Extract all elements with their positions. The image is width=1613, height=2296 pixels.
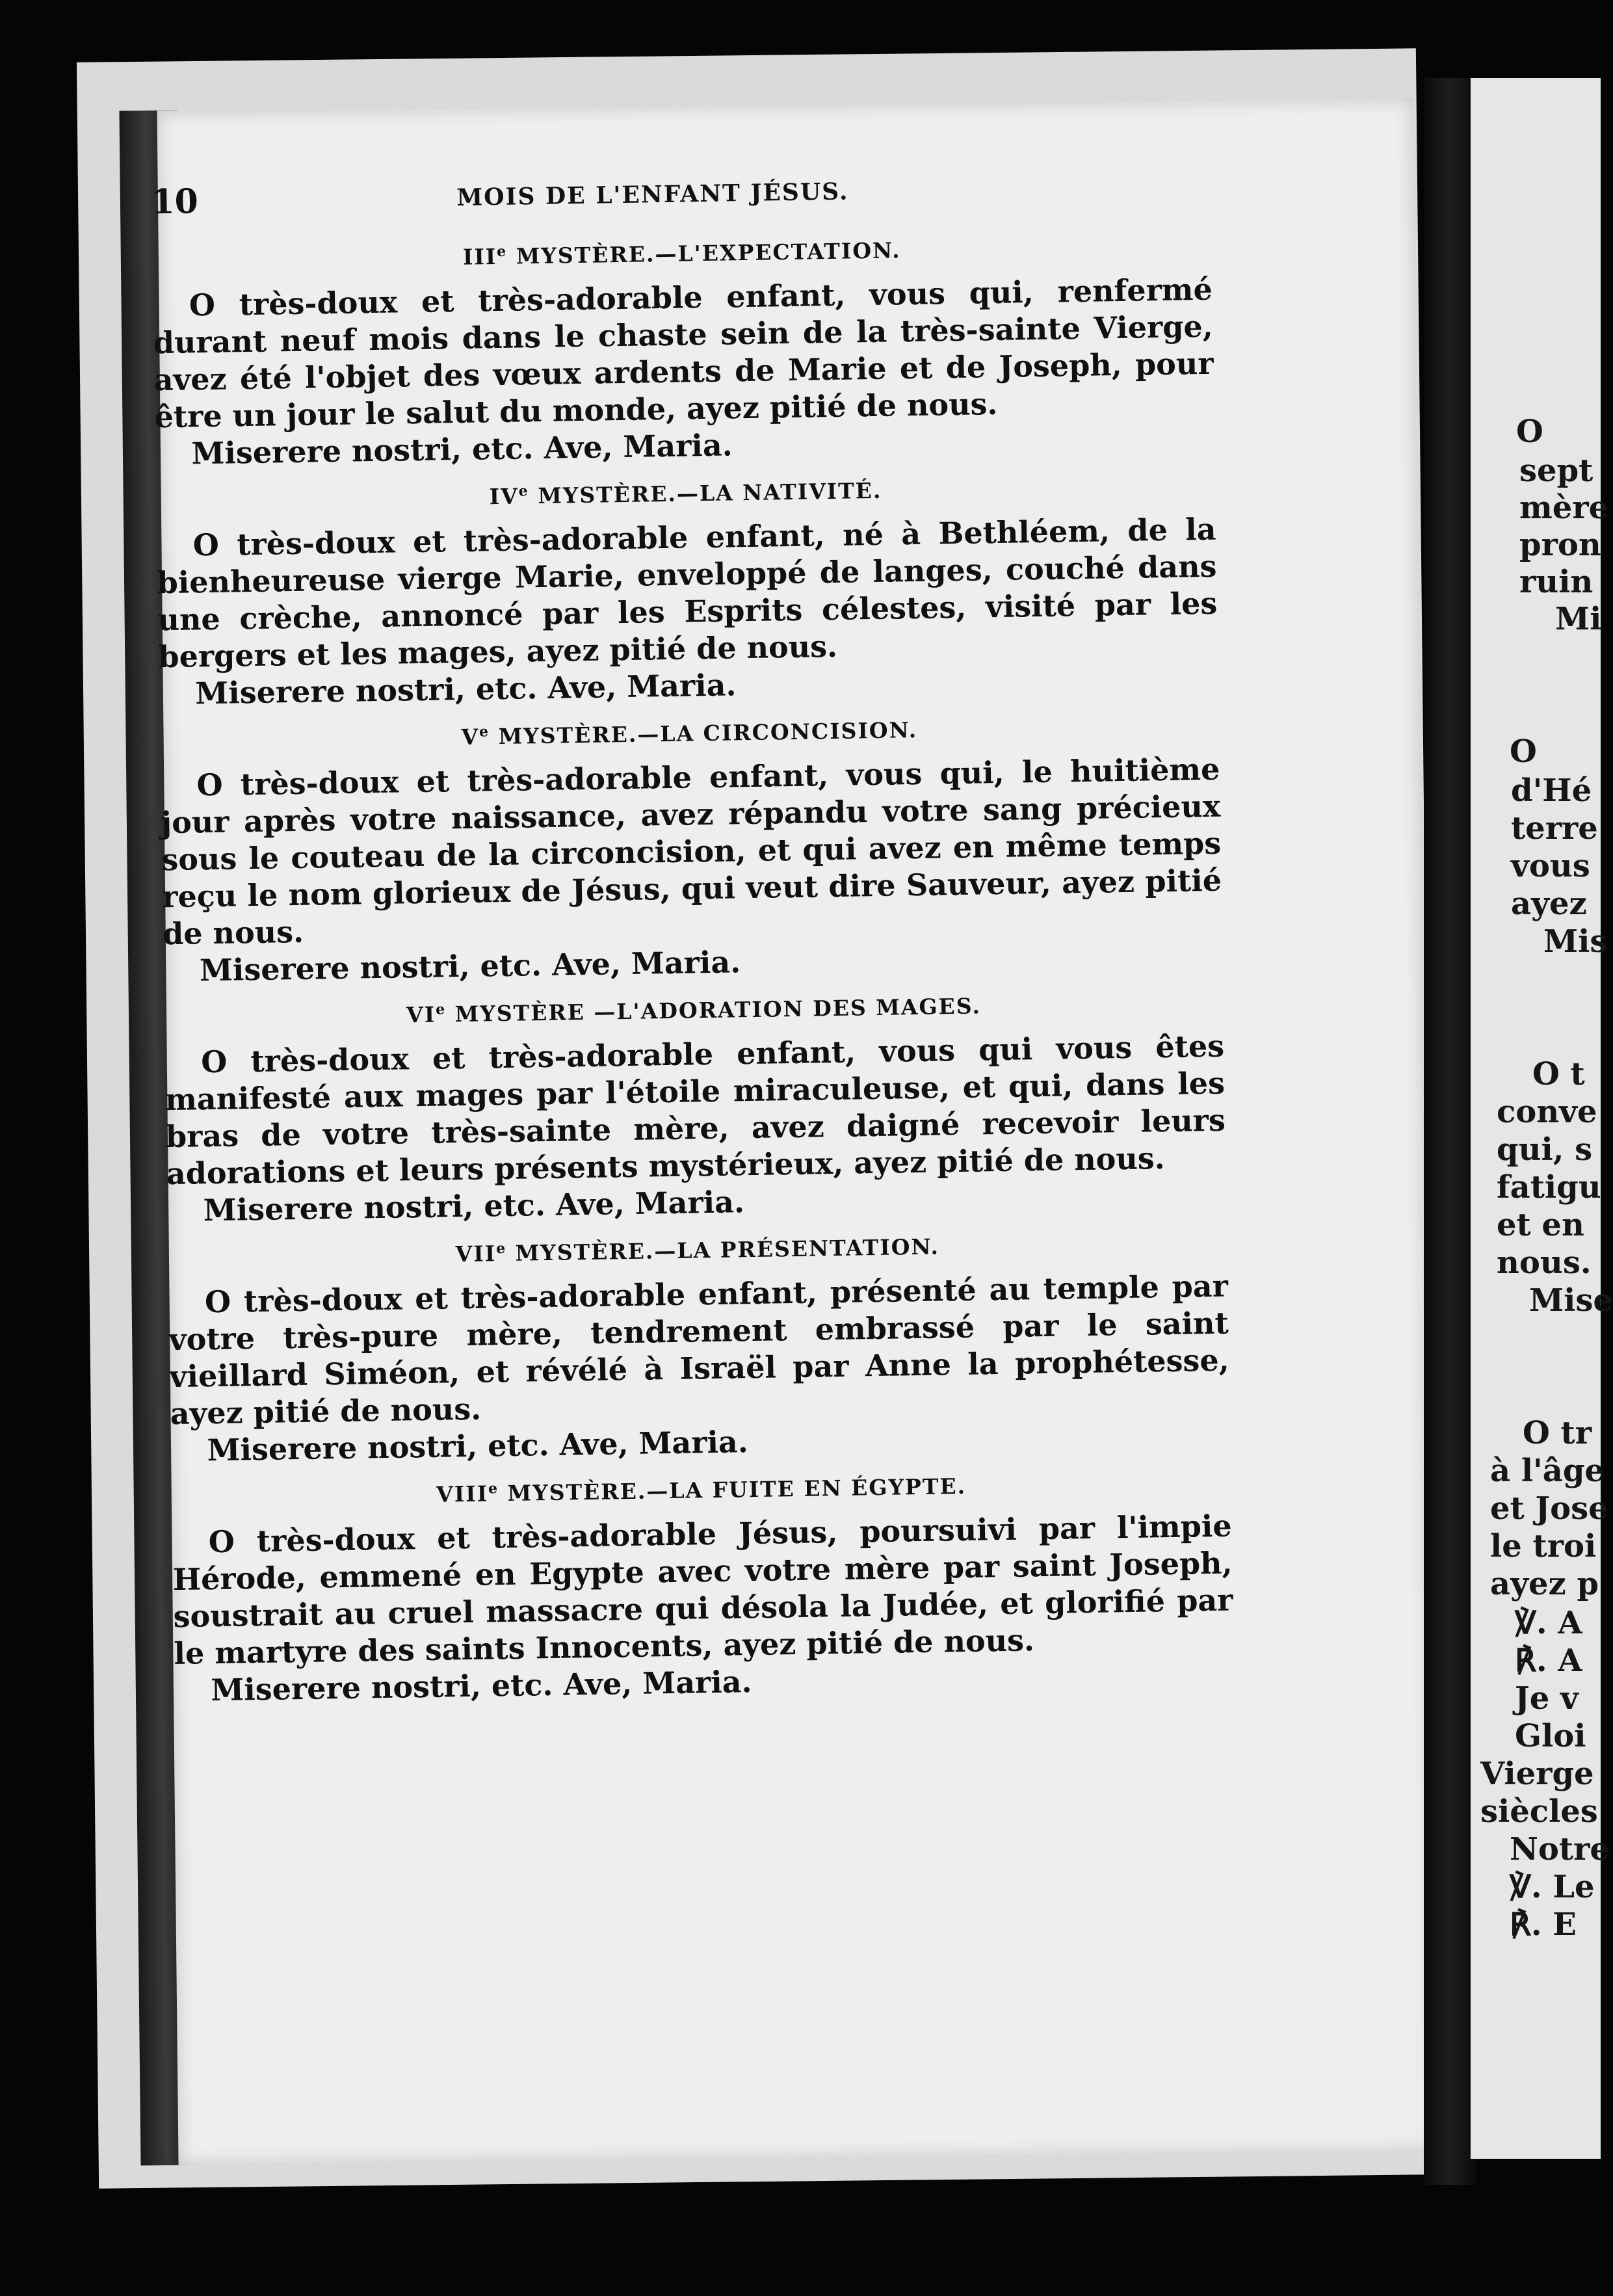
mystery-refrain: Miserere nostri, etc. Ave, Maria. xyxy=(203,1184,745,1228)
mystery-3 xyxy=(151,224,1214,473)
facing-line: Notre xyxy=(1510,1831,1610,1867)
running-title: MOIS DE L'ENFANT JÉSUS. xyxy=(456,178,849,211)
litany-body xyxy=(151,224,1234,1717)
facing-line: siècles xyxy=(1480,1793,1598,1830)
header xyxy=(151,166,1192,221)
facing-line: ℟. E xyxy=(1510,1907,1577,1943)
facing-line: Je v xyxy=(1515,1680,1579,1717)
mystery-prayer: O très-doux et très-adorable enfant, né à Bethléem, de la bienheureuse vierge Marie, enveloppé de langes, couché dans une crèche, annoncé par les Esprits célestes, visité par les bergers et les mages, ayez pitié de nous. xyxy=(157,511,1218,675)
facing-line: et en xyxy=(1497,1207,1584,1243)
facing-line: qui, s xyxy=(1497,1131,1593,1168)
facing-line: mère xyxy=(1519,490,1609,526)
facing-line: nous. xyxy=(1497,1245,1592,1281)
mystery-refrain: Miserere nostri, etc. Ave, Maria. xyxy=(210,1664,752,1708)
mystery-prayer: O très-doux et très-adorable Jésus, poursuivi par l'impie Hérode, emmené en Egypte avec votre mère par saint Joseph, soustrait au cruel massacre qui désola la Judée, et glorifié par le martyre des saints Innocents, ayez pitié de nous. xyxy=(172,1508,1233,1672)
facing-line: ayez xyxy=(1511,886,1587,922)
facing-line: Mise xyxy=(1529,1282,1613,1319)
mystery-prayer: O très-doux et très-adorable enfant, vous qui, le huitième jour après votre naissance, avez répandu votre sang précieux sous le couteau de la circoncision, et qui avez en même temps reçu le nom glorieux de Jésus, qui veut dire Sauveur, ayez pitié de nous. xyxy=(160,751,1222,952)
facing-line: ℟. A xyxy=(1515,1643,1582,1679)
facing-line: Mi xyxy=(1555,601,1602,637)
facing-line: O tr xyxy=(1523,1415,1592,1451)
facing-line: Vierge xyxy=(1480,1756,1594,1792)
facing-line: le troi xyxy=(1490,1528,1597,1564)
mystery-heading: VIIe MYSTÈRE.—LA PRÉSENTATION. xyxy=(455,1234,940,1267)
mystery-refrain: Miserere nostri, etc. Ave, Maria. xyxy=(199,944,741,988)
mystery-5 xyxy=(159,704,1223,990)
facing-line: sept xyxy=(1519,453,1593,489)
book-gutter xyxy=(1424,78,1476,2185)
facing-line: conve xyxy=(1497,1094,1597,1130)
mystery-heading: VIIIe MYSTÈRE.—LA FUITE EN ÉGYPTE. xyxy=(436,1473,967,1507)
facing-line: ℣. Le xyxy=(1510,1869,1595,1905)
facing-line: ℣. A xyxy=(1515,1605,1582,1641)
mystery-refrain: Miserere nostri, etc. Ave, Maria. xyxy=(194,667,737,711)
mystery-heading: IIIe MYSTÈRE.—L'EXPECTATION. xyxy=(462,237,901,270)
facing-line: O t xyxy=(1532,1056,1585,1092)
mystery-7 xyxy=(167,1221,1230,1470)
facing-line: et Jose xyxy=(1490,1490,1608,1527)
facing-line: Gloi xyxy=(1515,1718,1586,1754)
facing-line: fatigu xyxy=(1497,1169,1601,1206)
facing-line: vous xyxy=(1511,848,1590,884)
facing-line: O xyxy=(1510,733,1537,770)
mystery-8 xyxy=(171,1460,1234,1709)
facing-line: d'Hé xyxy=(1511,772,1592,809)
mystery-heading: IVe MYSTÈRE.—LA NATIVITÉ. xyxy=(489,477,882,510)
mystery-heading: Ve MYSTÈRE.—LA CIRCONCISION. xyxy=(461,717,918,750)
page-number: 10 xyxy=(150,181,199,222)
mystery-heading: VIe MYSTÈRE —L'ADORATION DES MAGES. xyxy=(406,993,982,1028)
mystery-refrain: Miserere nostri, etc. Ave, Maria. xyxy=(191,427,733,471)
facing-line: terre xyxy=(1511,810,1598,847)
mystery-prayer: O très-doux et très-adorable enfant, vous qui vous êtes manifesté aux mages par l'étoile miraculeuse, et qui, dans les bras de votre très-sainte mère, avez daigné recevoir leurs adorations et leurs présents mystérieux, ayez pitié de nous. xyxy=(164,1028,1226,1192)
facing-line: O xyxy=(1516,414,1543,450)
facing-line: Mis xyxy=(1543,923,1608,960)
mystery-prayer: O très-doux et très-adorable enfant, vous qui, renfermé durant neuf mois dans le chaste sein de la très-sainte Vierge, avez été l'objet des vœux ardents de Marie et de Joseph, pour être un jour le salut du monde, ayez pitié de nous. xyxy=(153,271,1214,435)
facing-line: à l'âge xyxy=(1490,1453,1605,1489)
mystery-6 xyxy=(164,981,1227,1230)
mystery-4 xyxy=(155,464,1218,713)
mystery-refrain: Miserere nostri, etc. Ave, Maria. xyxy=(207,1424,749,1468)
facing-line: ayez p xyxy=(1490,1566,1599,1602)
facing-line: pron xyxy=(1519,527,1601,563)
mystery-prayer: O très-doux et très-adorable enfant, présenté au temple par votre très-pure mère, tendrement embrassé par le saint vieillard Siméon, et révélé à Israël par Anne la prophétesse, ayez pitié de nous. xyxy=(168,1268,1230,1432)
facing-line: ruin xyxy=(1519,564,1593,600)
facing-page xyxy=(1471,78,1613,2159)
